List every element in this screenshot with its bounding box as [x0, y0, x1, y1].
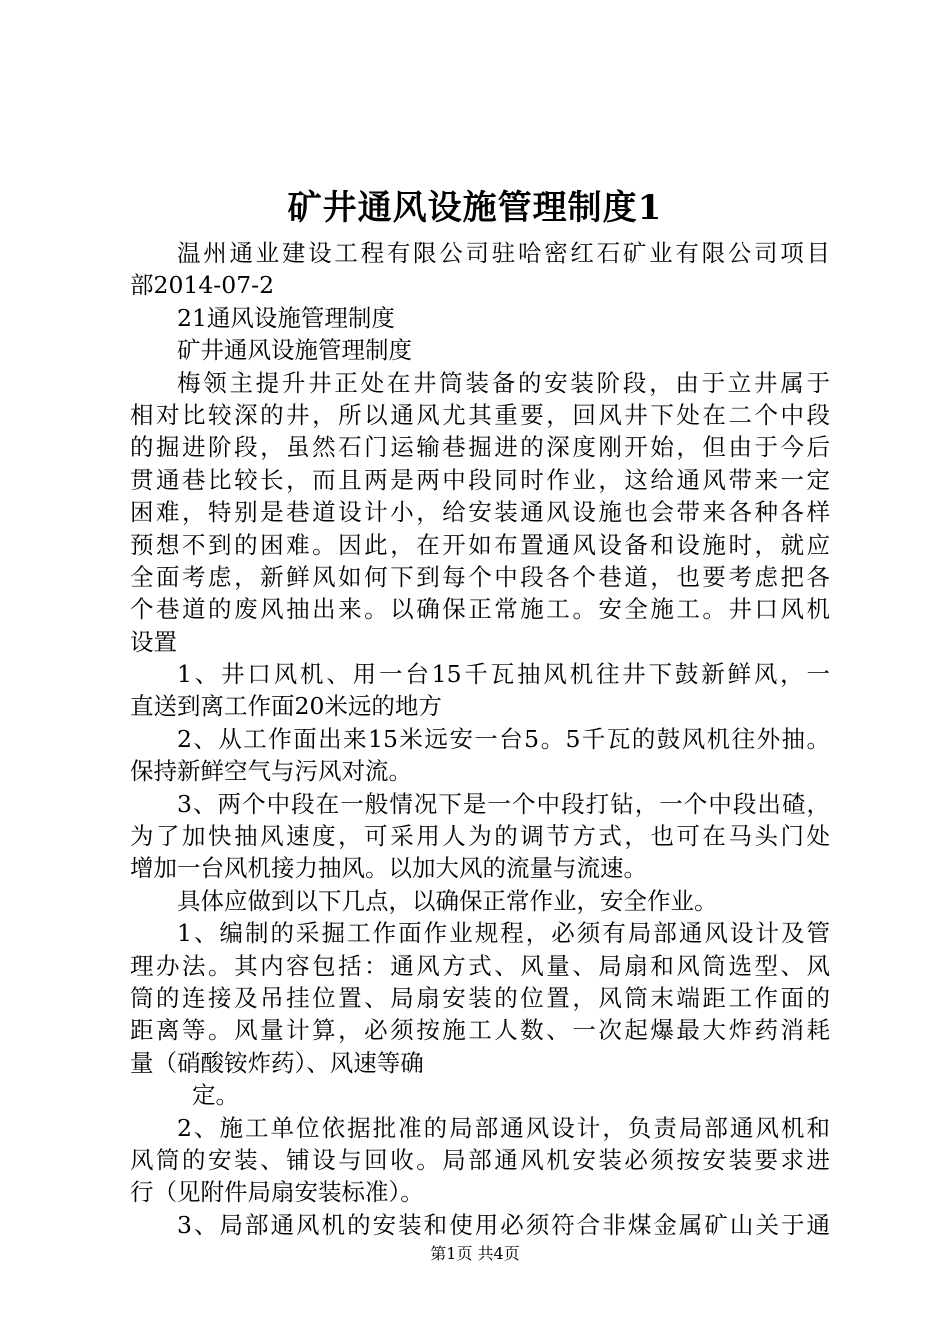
paragraph-line: 1、编制的采掘工作面作业规程，必须有局部通风设计及管 [177, 919, 830, 948]
paragraph-line: 风筒的安装、铺设与回收。局部通风机安装必须按安装要求进 [130, 1145, 830, 1174]
paragraph-line: 具体应做到以下几点，以确保正常作业，安全作业。 [177, 886, 718, 915]
paragraph-line: 定。 [192, 1081, 239, 1110]
paragraph-line: 2、施工单位依据批准的局部通风设计，负责局部通风机和 [177, 1113, 830, 1142]
paragraph-line: 设置 [130, 627, 177, 656]
paragraph-line: 距离等。风量计算，必须按施工人数、一次起爆最大炸药消耗 [130, 1016, 830, 1045]
paragraph-line: 直送到离工作面20米远的地方 [130, 692, 442, 721]
paragraph-line: 21通风设施管理制度 [177, 303, 395, 332]
paragraph-line: 3、两个中段在一般情况下是一个中段打钻，一个中段出碴， [177, 789, 830, 818]
paragraph-line: 预想不到的困难。因此，在开如布置通风设备和设施时，就应 [130, 530, 830, 559]
paragraph-line: 相对比较深的井，所以通风尤其重要，回风井下处在二个中段 [130, 400, 830, 429]
paragraph-line: 理办法。其内容包括：通风方式、风量、局扇和风筒选型、风 [130, 951, 830, 980]
paragraph-line: 为了加快抽风速度，可采用人为的调节方式，也可在马头门处 [130, 822, 830, 851]
paragraph-line: 梅领主提升井正处在井筒装备的安装阶段，由于立井属于 [177, 368, 830, 397]
document-title: 矿井通风设施管理制度1 [287, 188, 663, 228]
paragraph-line: 个巷道的废风抽出来。以确保正常施工。安全施工。井口风机 [130, 595, 830, 624]
paragraph-line: 困难，特别是巷道设计小，给安装通风设施也会带来各种各样 [130, 498, 830, 527]
document-body [130, 237, 830, 1241]
paragraph-line: 1、井口风机、用一台15千瓦抽风机往井下鼓新鲜风，一 [177, 660, 830, 689]
paragraph-line: 部2014-07-2 [130, 271, 275, 300]
paragraph-line: 筒的连接及吊挂位置、局扇安装的位置，风筒末端距工作面的 [130, 983, 830, 1012]
paragraph-line: 的掘进阶段，虽然石门运输巷掘进的深度刚开始，但由于今后 [130, 433, 830, 462]
paragraph-line: 贯通巷比较长，而且两是两中段同时作业，这给通风带来一定 [130, 465, 830, 494]
paragraph-line: 矿井通风设施管理制度 [177, 336, 412, 365]
page-number-footer: 第1页 共4页 [430, 1244, 520, 1263]
paragraph-line: 量（硝酸铵炸药）、风速等确 [130, 1048, 424, 1077]
paragraph-line: 全面考虑，新鲜风如何下到每个中段各个巷道，也要考虑把各 [130, 562, 830, 591]
paragraph-line: 保持新鲜空气与污风对流。 [130, 757, 412, 786]
paragraph-line: 行（见附件局扇安装标准）。 [130, 1178, 424, 1207]
paragraph-line: 温州通业建设工程有限公司驻哈密红石矿业有限公司项目 [177, 239, 830, 267]
paragraph-line: 2、从工作面出来15米远安一台5。5千瓦的鼓风机往外抽。 [177, 724, 830, 753]
paragraph-line: 3、局部通风机的安装和使用必须符合非煤金属矿山关于通 [177, 1210, 830, 1239]
paragraph-line: 增加一台风机接力抽风。以加大风的流量与流速。 [130, 854, 647, 883]
